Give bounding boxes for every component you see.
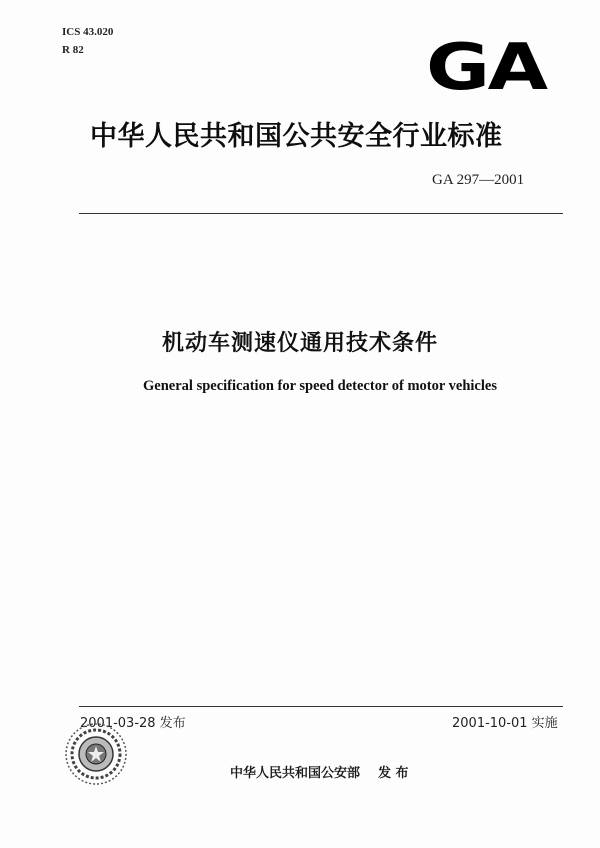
ga-logo: GA bbox=[426, 31, 546, 105]
publisher-name: 中华人民共和国公安部 bbox=[230, 766, 361, 781]
bottom-divider bbox=[79, 706, 563, 707]
ics-code: ICS 43.020 bbox=[62, 26, 114, 38]
emblem-seal-icon bbox=[64, 722, 128, 786]
document-title-chinese: 机动车测速仪通用技术条件 bbox=[161, 331, 438, 356]
publish-action: 发 布 bbox=[378, 766, 409, 781]
implementation-date: 2001-10-01 实施 bbox=[452, 716, 558, 731]
classification-code: R 82 bbox=[62, 44, 84, 56]
standard-category-title: 中华人民共和国公共安全行业标准 bbox=[90, 121, 503, 152]
standard-number: GA 297—2001 bbox=[432, 172, 525, 188]
document-title-english: General specification for speed detector of motor vehicles bbox=[143, 378, 497, 394]
issue-date: 2001-03-28 发布 bbox=[80, 716, 186, 731]
publisher-line bbox=[230, 762, 409, 781]
top-divider bbox=[79, 213, 563, 214]
